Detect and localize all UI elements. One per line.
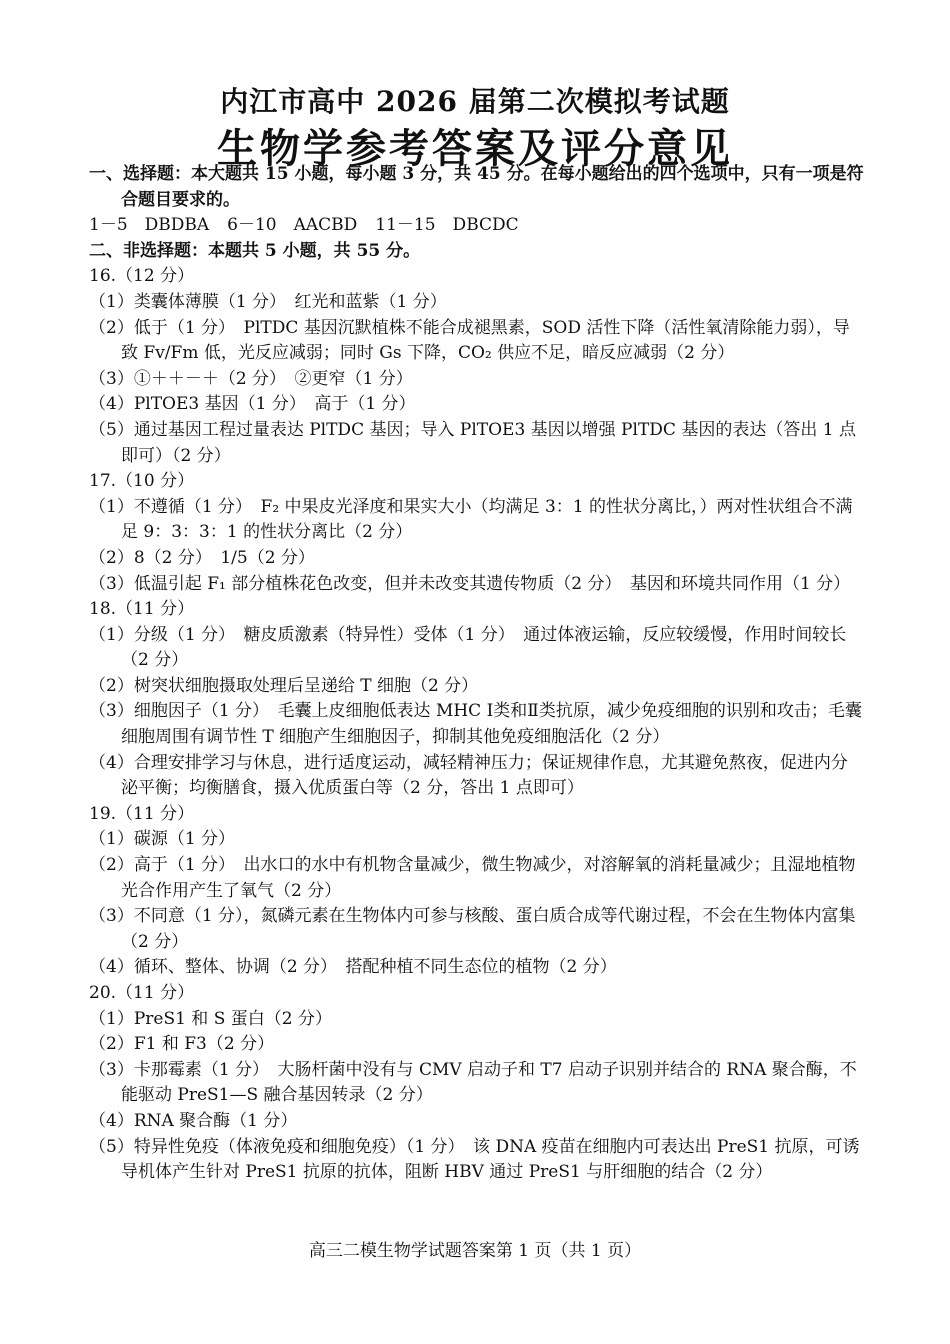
q17-part1: （1）不遵循（1 分） F₂ 中果皮光泽度和果实大小（均满足 3：1 的性状分离比，）两对性状组合不满足 9：3：3：1 的性状分离比（2 分）	[89, 496, 853, 543]
q16-part1: （1）类囊体薄膜（1 分） 红光和蓝紫（1 分）	[89, 291, 447, 312]
q16-part3: （3）①＋＋－＋（2 分） ②更窄（1 分）	[89, 368, 413, 389]
q18-part1: （1）分级（1 分） 糖皮质激素（特异性）受体（1 分） 通过体液运输，反应较缓慢，作用时间较长（2 分）	[89, 624, 847, 671]
section1-heading: 一、选择题：本大题共 15 小题，每小题 3 分，共 45 分。在每小题给出的四个选项中，只有一项是符合题目要求的。	[89, 164, 864, 210]
answer-body	[89, 162, 864, 1186]
q17-part2: （2）8（2 分） 1/5（2 分）	[89, 547, 315, 568]
q18-part2: （2）树突状细胞摄取处理后呈递给 T 细胞（2 分）	[89, 675, 479, 696]
q17-title: 17.（10 分）	[89, 471, 195, 492]
choice-answers	[89, 213, 864, 239]
choice-answer-group: 11－15 DBCDC	[375, 215, 519, 236]
q16-part5: （5）通过基因工程过量表达 PlTDC 基因；导入 PlTOE3 基因以增强 PlTDC 基因的表达（答出 1 点即可）（2 分）	[89, 419, 856, 466]
q16-part2: （2）低于（1 分） PlTDC 基因沉默植株不能合成褪黑素，SOD 活性下降（活性氧清除能力弱），导致 Fv/Fm 低，光反应减弱；同时 Gs 下降，CO₂ 供应不足，暗反应减弱（2 分）	[89, 317, 850, 364]
q19-title: 19.（11 分）	[89, 803, 195, 824]
answer-key-title: 生物学参考答案及评分意见	[217, 125, 733, 172]
q20-part3: （3）卡那霉素（1 分） 大肠杆菌中没有与 CMV 启动子和 T7 启动子识别并结合的 RNA 聚合酶，不能驱动 PreS1—S 融合基因转录（2 分）	[89, 1059, 857, 1106]
exam-title: 内江市高中 2026 届第二次模拟考试题	[220, 85, 730, 118]
q16-title: 16.（12 分）	[89, 266, 195, 287]
q18-title: 18.（11 分）	[89, 599, 195, 620]
q19-part2: （2）高于（1 分） 出水口的水中有机物含量减少，微生物减少，对溶解氧的消耗量减少；且湿地植物光合作用产生了氧气（2 分）	[89, 855, 856, 901]
q20-part1: （1）PreS1 和 S 蛋白（2 分）	[89, 1008, 332, 1029]
section2-heading: 二、非选择题：本题共 5 小题，共 55 分。	[89, 240, 421, 261]
page-footer: 高三二模生物学试题答案第 1 页（共 1 页）	[308, 1241, 642, 1261]
q20-part2: （2）F1 和 F3（2 分）	[89, 1034, 275, 1055]
q20-part4: （4）RNA 聚合酶（1 分）	[89, 1110, 298, 1131]
choice-answer-group: 1－5 DBDBA	[89, 215, 210, 236]
q18-part3: （3）细胞因子（1 分） 毛囊上皮细胞低表达 MHC Ⅰ类和Ⅱ类抗原，减少免疫细胞的识别和攻击；毛囊细胞周围有调节性 T 细胞产生细胞因子，抑制其他免疫细胞活化（2 分）	[89, 701, 862, 748]
q17-part3: （3）低温引起 F₁ 部分植株花色改变，但并未改变其遗传物质（2 分） 基因和环境共同作用（1 分）	[89, 573, 851, 594]
q18-part4: （4）合理安排学习与休息，进行适度运动，减轻精神压力；保证规律作息，尤其避免熬夜，促进内分泌平衡；均衡膳食，摄入优质蛋白等（2 分，答出 1 点即可）	[89, 752, 848, 799]
q16-part4: （4）PlTOE3 基因（1 分） 高于（1 分）	[89, 394, 416, 415]
choice-answer-group: 6－10 AACBD	[227, 215, 358, 236]
q20-title: 20.（11 分）	[89, 983, 195, 1003]
q19-part4: （4）循环、整体、协调（2 分） 搭配种植不同生态位的植物（2 分）	[89, 957, 617, 978]
q19-part3: （3）不同意（1 分），氮磷元素在生物体内可参与核酸、蛋白质合成等代谢过程，不会在生物体内富集（2 分）	[89, 906, 856, 952]
q19-part1: （1）碳源（1 分）	[89, 829, 236, 850]
q20-part5: （5）特异性免疫（体液免疫和细胞免疫）（1 分） 该 DNA 疫苗在细胞内可表达出 PreS1 抗原，可诱导机体产生针对 PreS1 抗原的抗体，阻断 HBV 通过 PreS1 与肝细胞的结合（2 分）	[89, 1136, 860, 1183]
